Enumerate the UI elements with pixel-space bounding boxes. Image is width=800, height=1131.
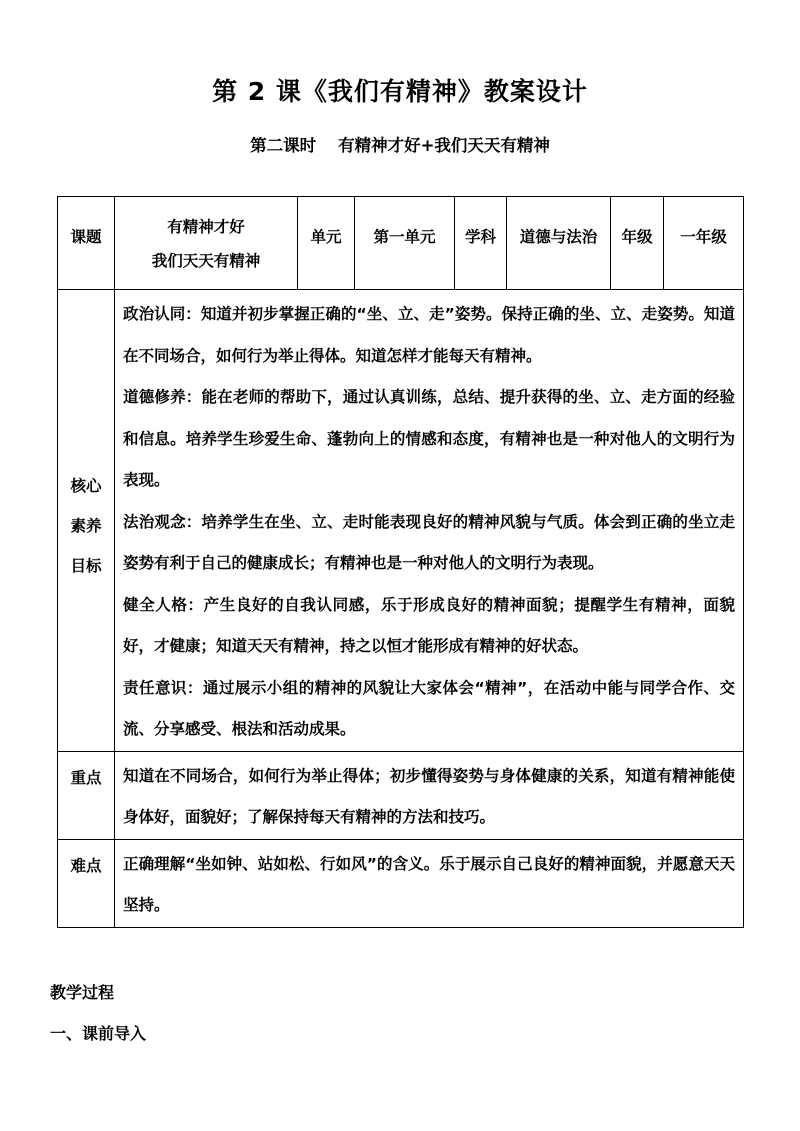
- grade-label-cell: 年级: [611, 197, 664, 290]
- unit-label-cell: 单元: [298, 197, 355, 290]
- difficulties-label-cell: 难点: [58, 839, 115, 927]
- header-row: [58, 197, 744, 290]
- topic-value-cell: [115, 197, 298, 290]
- section-intro: 一、课前导入: [50, 1024, 147, 1043]
- key-points-content-cell: [115, 751, 744, 839]
- section-teaching-process: 教学过程: [50, 983, 115, 1002]
- goal-responsibility: 责任意识：通过展示小组的精神的风貌让大家体会“精神”，在活动中能与同学合作、交流、分享感受、根法和活动成果。: [123, 678, 735, 738]
- topic-line-2: 我们天天有精神: [151, 252, 261, 270]
- lesson-number: 第二课时: [250, 136, 317, 155]
- page-title: 第 2 课《我们有精神》教案设计: [212, 77, 588, 106]
- goals-label-cell: 核心 素养 目标: [58, 290, 115, 752]
- topic-line-1: 有精神才好: [167, 218, 245, 236]
- lesson-plan-table: [57, 196, 744, 928]
- subject-label-cell: 学科: [455, 197, 507, 290]
- unit-value-cell: 第一单元: [355, 197, 455, 290]
- subject-value-cell: 道德与法治: [507, 197, 611, 290]
- difficulties-row: [58, 839, 744, 927]
- key-points-label-cell: 重点: [58, 751, 115, 839]
- lesson-topic: 有精神才好+我们天天有精神: [338, 136, 550, 155]
- goal-legal: 法治观念：培养学生在坐、立、走时能表现良好的精神风貌与气质。体会到正确的坐立走姿势有利于自己的健康成长；有精神也是一种对他人的文明行为表现。: [123, 512, 735, 572]
- grade-value-cell: 一年级: [664, 197, 744, 290]
- topic-label-cell: 课题: [58, 197, 115, 290]
- goal-moral: 道德修养：能在老师的帮助下，通过认真训练，总结、提升获得的坐、立、走方面的经验和信息。培养学生珍爱生命、蓬勃向上的情感和态度，有精神也是一种对他人的文明行为表现。: [123, 388, 735, 489]
- goals-content-cell: [115, 290, 744, 752]
- goal-political: 政治认同：知道并初步掌握正确的“坐、立、走”姿势。保持正确的坐、立、走姿势。知道在不同场合，如何行为举止得体。知道怎样才能每天有精神。: [123, 305, 735, 365]
- difficulties-text: 正确理解“坐如钟、站如松、行如风”的含义。乐于展示自己良好的精神面貌，并愿意天天坚持。: [123, 854, 735, 914]
- key-points-row: [58, 751, 744, 839]
- page-subtitle: [0, 132, 800, 156]
- goal-personality: 健全人格：产生良好的自我认同感，乐于形成良好的精神面貌；提醒学生有精神，面貌好，才健康；知道天天有精神，持之以恒才能形成有精神的好状态。: [123, 595, 735, 655]
- goals-row: [58, 290, 744, 752]
- difficulties-content-cell: [115, 839, 744, 927]
- key-points-text: 知道在不同场合，如何行为举止得体；初步懂得姿势与身体健康的关系，知道有精神能使身体好，面貌好；了解保持每天有精神的方法和技巧。: [123, 766, 735, 826]
